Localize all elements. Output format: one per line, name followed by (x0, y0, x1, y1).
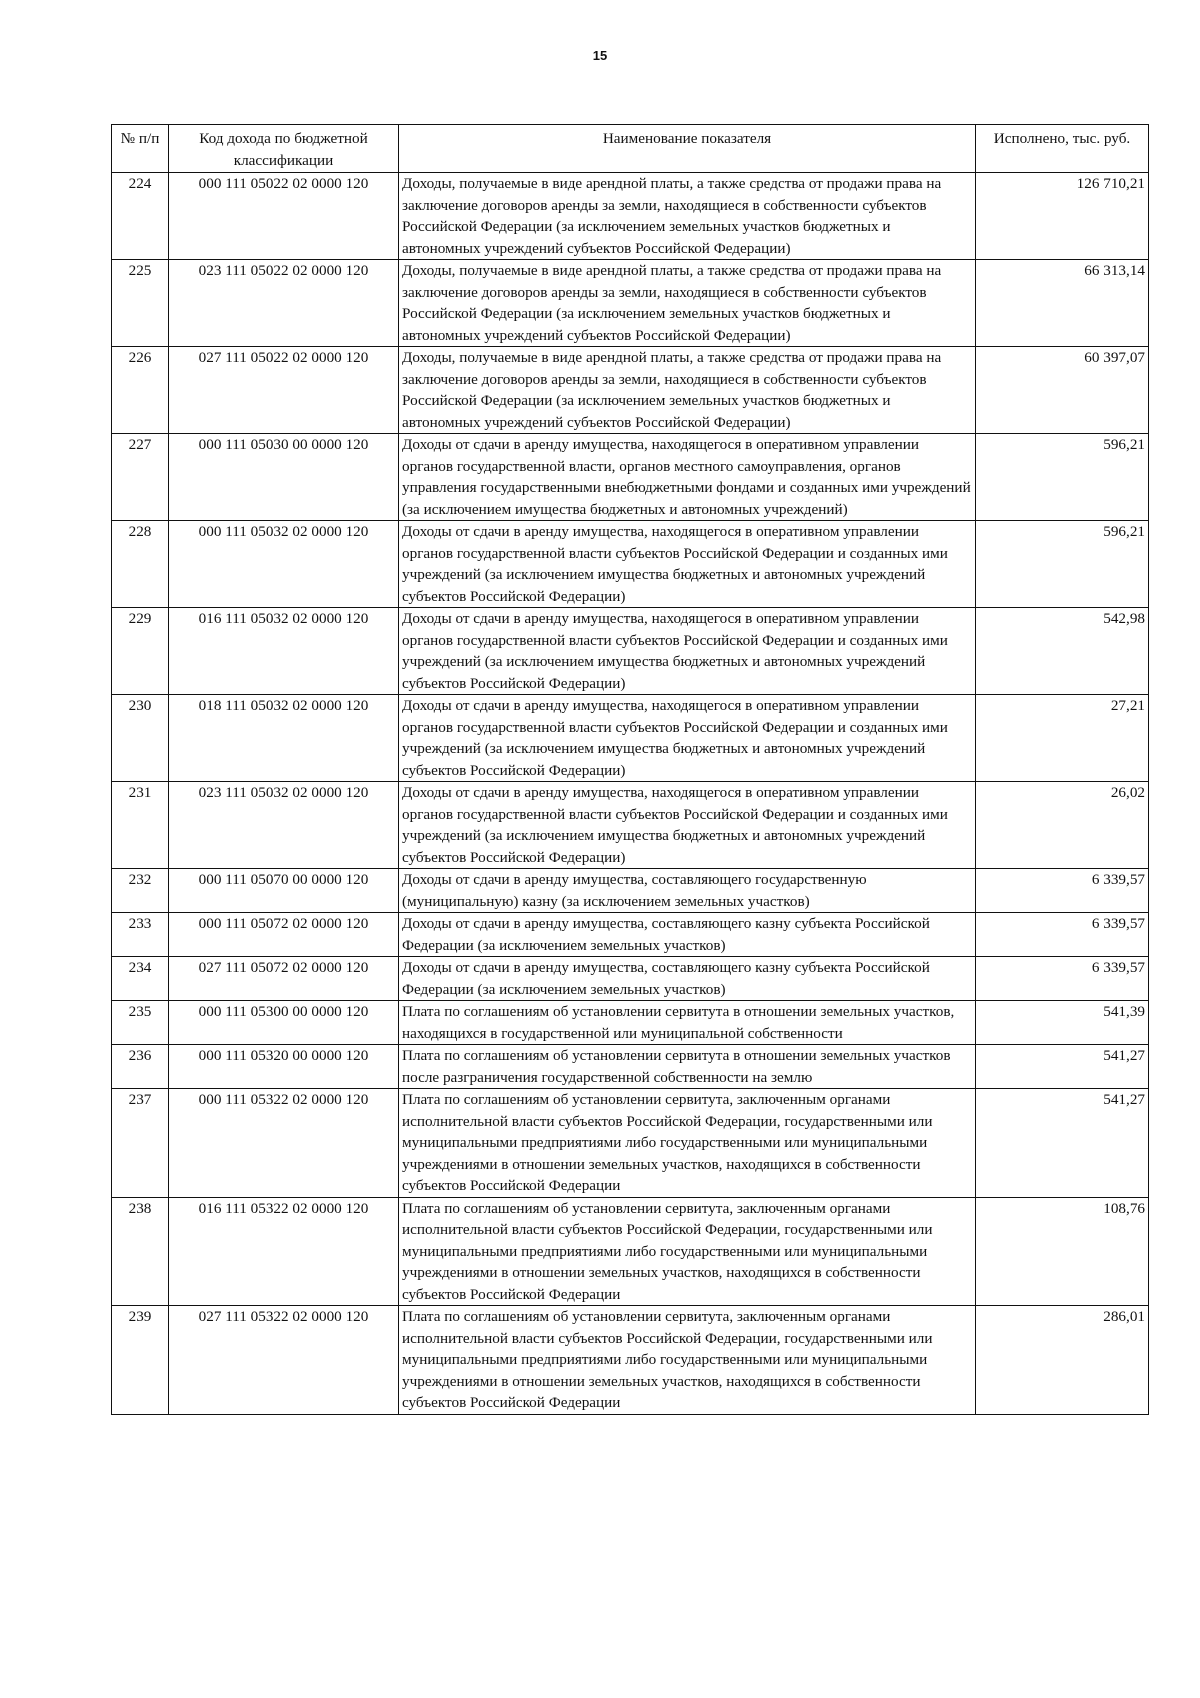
table-row (112, 1001, 1149, 1045)
income-code: 000 111 05032 02 0000 120 (169, 521, 399, 608)
row-number: 226 (112, 347, 169, 434)
executed-amount: 6 339,57 (976, 869, 1149, 913)
indicator-name: Доходы, получаемые в виде арендной платы, а также средства от продажи права на заключение договоров аренды за земли, находящиеся в собственности субъектов Российской Федерации (за исключением земельных участков бюджетных и автономных учреждений субъектов Российской Федерации) (399, 347, 976, 434)
table-row (112, 1089, 1149, 1198)
header-amount: Исполнено, тыс. руб. (976, 125, 1149, 173)
indicator-name: Плата по соглашениям об установлении сервитута, заключенным органами исполнительной власти субъектов Российской Федерации, государственными или муниципальными предприятиями либо государственными или муниципальными учреждениями в отношении земельных участков, находящихся в собственности субъектов Российской Федерации (399, 1089, 976, 1198)
row-number: 232 (112, 869, 169, 913)
indicator-name: Доходы, получаемые в виде арендной платы, а также средства от продажи права на заключение договоров аренды за земли, находящиеся в собственности субъектов Российской Федерации (за исключением земельных участков бюджетных и автономных учреждений субъектов Российской Федерации) (399, 173, 976, 260)
row-number: 234 (112, 957, 169, 1001)
table-row (112, 913, 1149, 957)
table-row (112, 608, 1149, 695)
row-number: 225 (112, 260, 169, 347)
indicator-name: Доходы, получаемые в виде арендной платы, а также средства от продажи права на заключение договоров аренды за земли, находящиеся в собственности субъектов Российской Федерации (за исключением земельных участков бюджетных и автономных учреждений субъектов Российской Федерации) (399, 260, 976, 347)
executed-amount: 66 313,14 (976, 260, 1149, 347)
indicator-name: Доходы от сдачи в аренду имущества, составляющего казну субъекта Российской Федерации (за исключением земельных участков) (399, 957, 976, 1001)
indicator-name: Плата по соглашениям об установлении сервитута в отношении земельных участков после разграничения государственной собственности на землю (399, 1045, 976, 1089)
row-number: 224 (112, 173, 169, 260)
income-code: 023 111 05032 02 0000 120 (169, 782, 399, 869)
row-number: 230 (112, 695, 169, 782)
table-row (112, 1306, 1149, 1415)
indicator-name: Плата по соглашениям об установлении сервитута, заключенным органами исполнительной власти субъектов Российской Федерации, государственными или муниципальными предприятиями либо государственными или муниципальными учреждениями в отношении земельных участков, находящихся в собственности субъектов Российской Федерации (399, 1197, 976, 1306)
income-code: 000 111 05030 00 0000 120 (169, 434, 399, 521)
executed-amount: 108,76 (976, 1197, 1149, 1306)
income-code: 000 111 05320 00 0000 120 (169, 1045, 399, 1089)
table-body (112, 173, 1149, 1415)
header-code: Код дохода по бюджетной классификации (169, 125, 399, 173)
row-number: 237 (112, 1089, 169, 1198)
executed-amount: 541,39 (976, 1001, 1149, 1045)
income-code: 027 111 05022 02 0000 120 (169, 347, 399, 434)
table-row (112, 260, 1149, 347)
row-number: 233 (112, 913, 169, 957)
income-code: 000 111 05070 00 0000 120 (169, 869, 399, 913)
table-row (112, 1045, 1149, 1089)
indicator-name: Доходы от сдачи в аренду имущества, находящегося в оперативном управлении органов государственной власти субъектов Российской Федерации и созданных ими учреждений (за исключением имущества бюджетных и автономных учреждений субъектов Российской Федерации) (399, 695, 976, 782)
revenue-table (111, 124, 1149, 1415)
income-code: 016 111 05322 02 0000 120 (169, 1197, 399, 1306)
table-row (112, 521, 1149, 608)
table-row (112, 1197, 1149, 1306)
row-number: 238 (112, 1197, 169, 1306)
header-num: № п/п (112, 125, 169, 173)
page-number: 15 (592, 48, 608, 63)
indicator-name: Доходы от сдачи в аренду имущества, находящегося в оперативном управлении органов государственной власти, органов местного самоуправления, органов управления государственными внебюджетными фондами и созданных ими учреждений (за исключением имущества бюджетных и автономных учреждений) (399, 434, 976, 521)
indicator-name: Доходы от сдачи в аренду имущества, находящегося в оперативном управлении органов государственной власти субъектов Российской Федерации и созданных ими учреждений (за исключением имущества бюджетных и автономных учреждений субъектов Российской Федерации) (399, 608, 976, 695)
executed-amount: 6 339,57 (976, 957, 1149, 1001)
income-code: 023 111 05022 02 0000 120 (169, 260, 399, 347)
income-code: 016 111 05032 02 0000 120 (169, 608, 399, 695)
executed-amount: 26,02 (976, 782, 1149, 869)
executed-amount: 27,21 (976, 695, 1149, 782)
executed-amount: 286,01 (976, 1306, 1149, 1415)
row-number: 229 (112, 608, 169, 695)
executed-amount: 541,27 (976, 1089, 1149, 1198)
income-code: 000 111 05022 02 0000 120 (169, 173, 399, 260)
indicator-name: Доходы от сдачи в аренду имущества, составляющего государственную (муниципальную) казну (за исключением земельных участков) (399, 869, 976, 913)
row-number: 235 (112, 1001, 169, 1045)
row-number: 239 (112, 1306, 169, 1415)
indicator-name: Доходы от сдачи в аренду имущества, составляющего казну субъекта Российской Федерации (за исключением земельных участков) (399, 913, 976, 957)
table-row (112, 434, 1149, 521)
table-row (112, 957, 1149, 1001)
indicator-name: Плата по соглашениям об установлении сервитута, заключенным органами исполнительной власти субъектов Российской Федерации, государственными или муниципальными предприятиями либо государственными или муниципальными учреждениями в отношении земельных участков, находящихся в собственности субъектов Российской Федерации (399, 1306, 976, 1415)
income-code: 000 111 05300 00 0000 120 (169, 1001, 399, 1045)
table-row (112, 782, 1149, 869)
executed-amount: 541,27 (976, 1045, 1149, 1089)
indicator-name: Доходы от сдачи в аренду имущества, находящегося в оперативном управлении органов государственной власти субъектов Российской Федерации и созданных ими учреждений (за исключением имущества бюджетных и автономных учреждений субъектов Российской Федерации) (399, 782, 976, 869)
income-code: 027 111 05072 02 0000 120 (169, 957, 399, 1001)
executed-amount: 542,98 (976, 608, 1149, 695)
indicator-name: Плата по соглашениям об установлении сервитута в отношении земельных участков, находящихся в государственной или муниципальной собственности (399, 1001, 976, 1045)
table-header-row (112, 125, 1149, 173)
executed-amount: 596,21 (976, 434, 1149, 521)
executed-amount: 6 339,57 (976, 913, 1149, 957)
row-number: 231 (112, 782, 169, 869)
row-number: 228 (112, 521, 169, 608)
income-code: 018 111 05032 02 0000 120 (169, 695, 399, 782)
executed-amount: 60 397,07 (976, 347, 1149, 434)
header-name: Наименование показателя (399, 125, 976, 173)
executed-amount: 596,21 (976, 521, 1149, 608)
table-row (112, 347, 1149, 434)
income-code: 000 111 05322 02 0000 120 (169, 1089, 399, 1198)
table-row (112, 173, 1149, 260)
indicator-name: Доходы от сдачи в аренду имущества, находящегося в оперативном управлении органов государственной власти субъектов Российской Федерации и созданных ими учреждений (за исключением имущества бюджетных и автономных учреждений субъектов Российской Федерации) (399, 521, 976, 608)
table-row (112, 869, 1149, 913)
row-number: 236 (112, 1045, 169, 1089)
row-number: 227 (112, 434, 169, 521)
income-code: 027 111 05322 02 0000 120 (169, 1306, 399, 1415)
executed-amount: 126 710,21 (976, 173, 1149, 260)
income-code: 000 111 05072 02 0000 120 (169, 913, 399, 957)
table-row (112, 695, 1149, 782)
